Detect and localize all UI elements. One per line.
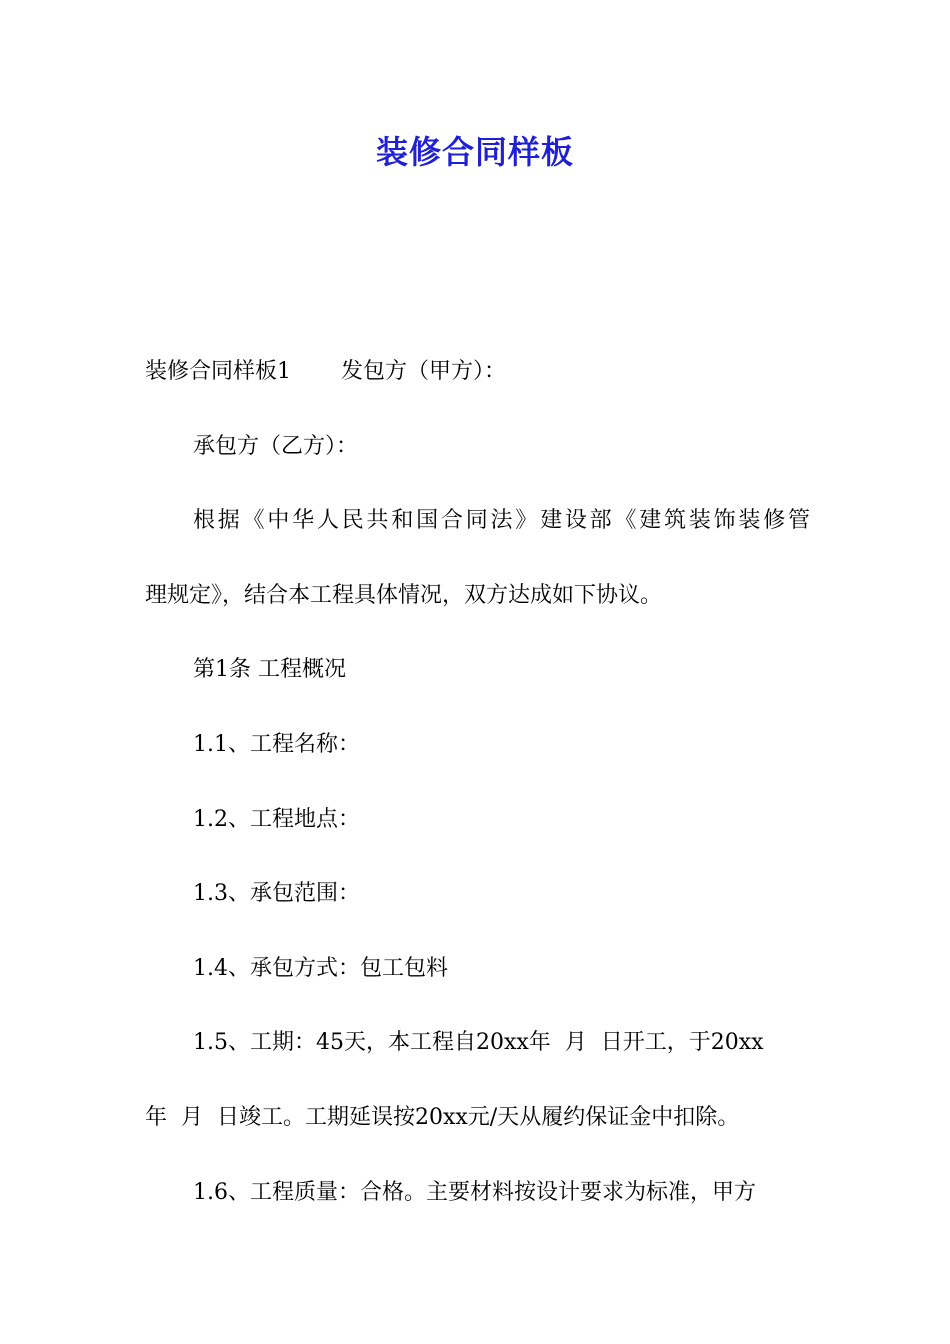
item-1-6-line-1: 1.6、工程质量：合格。主要材料按设计要求为标准，甲方	[193, 1179, 756, 1205]
document-body	[145, 335, 810, 1230]
item-1-2: 1.2、工程地点：	[193, 806, 360, 832]
basis-line-2: 理规定》，结合本工程具体情况，双方达成如下协议。	[145, 582, 663, 608]
item-1-5-line-1: 1.5、工期：45天，本工程自20xx年 月 日开工，于20xx	[193, 1030, 764, 1056]
document-title: 装修合同样板	[375, 133, 574, 171]
party-a-label: 发包方（甲方）：	[341, 359, 507, 384]
item-1-4: 1.4、承包方式：包工包料	[193, 955, 448, 981]
item-1-1: 1.1、工程名称：	[193, 731, 360, 757]
article-1-heading: 第1条 工程概况	[193, 657, 346, 683]
item-1-5-line-2: 年 月 日竣工。工期延误按20xx元/天从履约保证金中扣除。	[145, 1104, 740, 1130]
party-b-line: 承包方（乙方）：	[193, 433, 359, 459]
basis-line-1: 根据《中华人民共和国合同法》建设部《建筑装饰装修管	[193, 508, 810, 534]
contract-heading: 装修合同样板1	[145, 359, 291, 384]
item-1-3: 1.3、承包范围：	[193, 881, 360, 907]
paragraph-intro	[145, 335, 810, 410]
